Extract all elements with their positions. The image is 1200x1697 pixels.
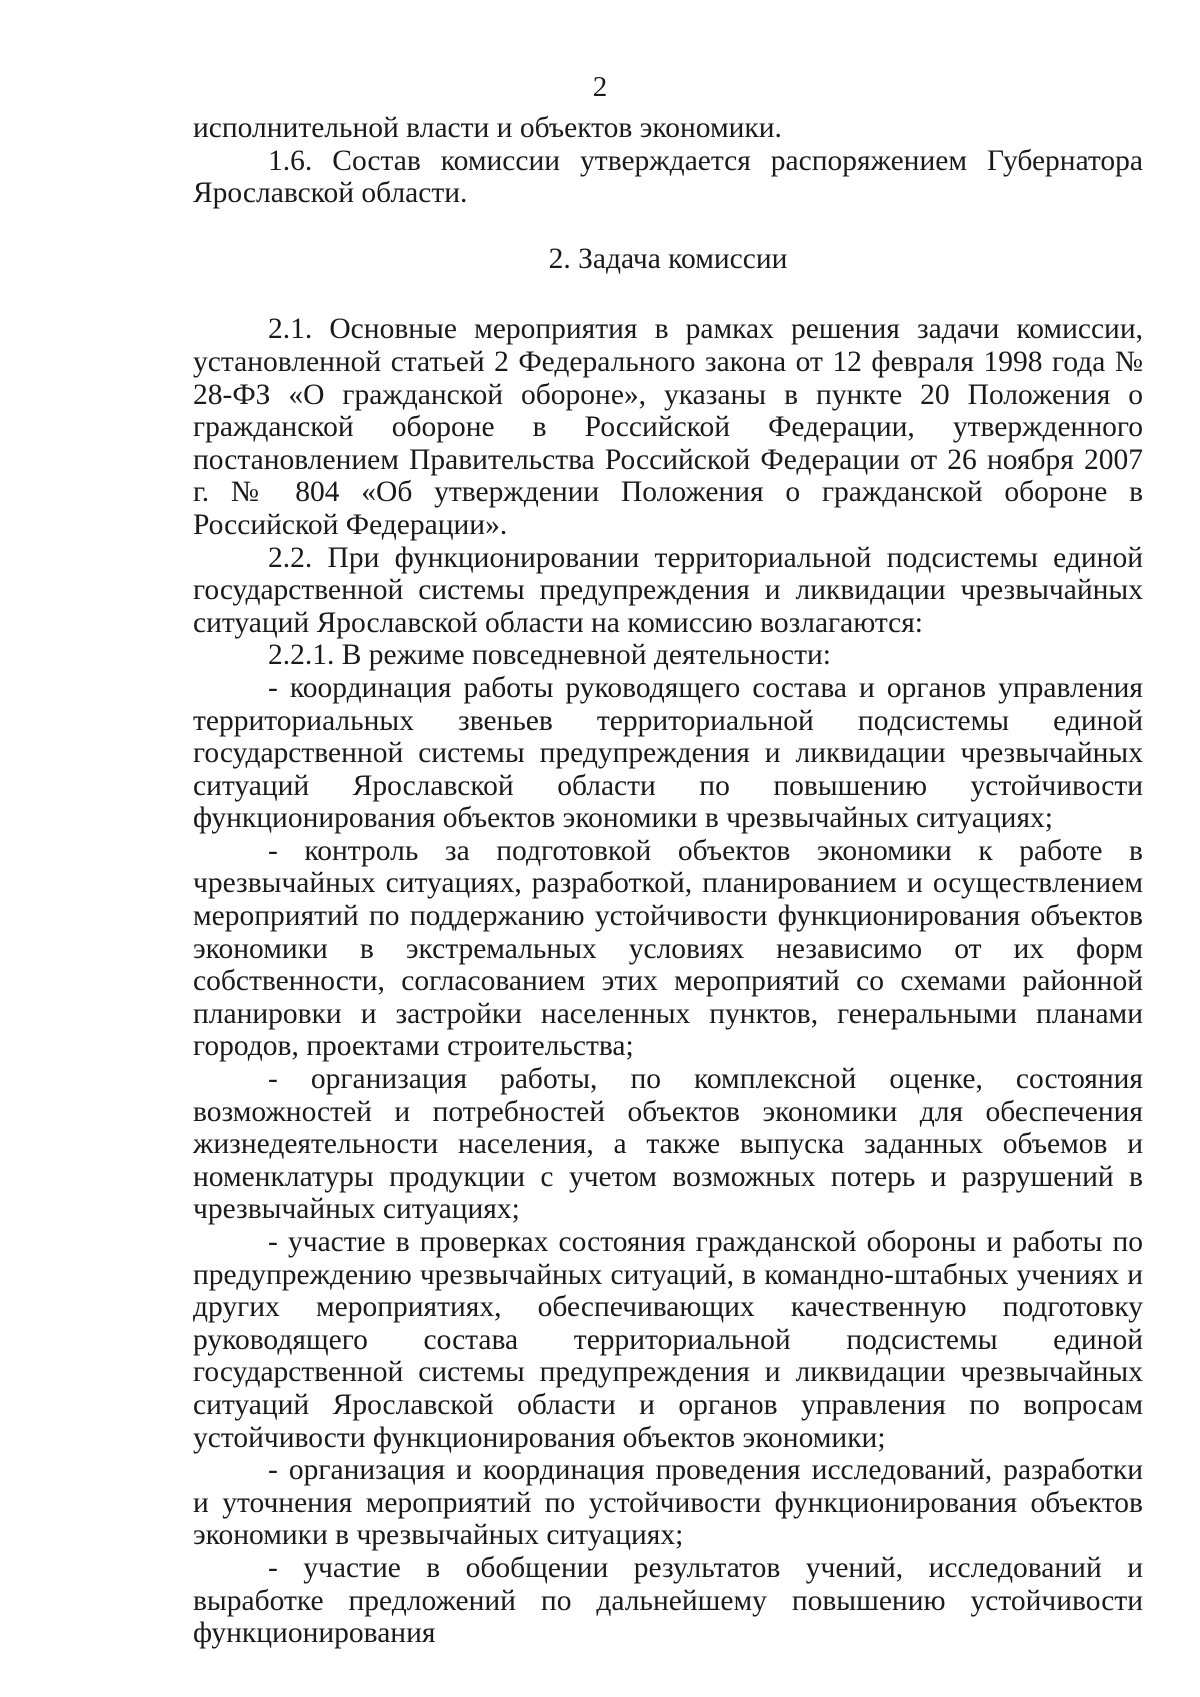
paragraph-2-2: 2.2. При функционировании территориальной подсистемы единой государственной системы предупреждения и ликвидации чрезвычайных ситуаций Ярославской области на комиссию возлагаются:	[193, 541, 1143, 639]
document-body	[193, 112, 1143, 1650]
list-item-control: - контроль за подготовкой объектов экономики к работе в чрезвычайных ситуациях, разработкой, планированием и осуществлением мероприятий по поддержанию устойчивости функционирования объектов экономики в экстремальных условиях независимо от их форм собственности, согласованием этих мероприятий со схемами районной планировки и застройки населенных пунктов, генеральными планами городов, проектами строительства;	[193, 834, 1143, 1063]
page-number: 2	[592, 71, 608, 103]
list-item-inspections: - участие в проверках состояния гражданской обороны и работы по предупреждению чрезвычайных ситуаций, в командно-штабных учениях и других мероприятиях, обеспечивающих качественную подготовку руководящего состава территориальной подсистемы единой государственной системы предупреждения и ликвидации чрезвычайных ситуаций Ярославской области и органов управления по вопросам устойчивости функционирования объектов экономики;	[193, 1226, 1143, 1454]
paragraph-2-1: 2.1. Основные мероприятия в рамках решения задачи комиссии, установленной статьей 2 Федерального закона от 12 февраля 1998 года № 28-ФЗ «О гражданской обороне», указаны в пункте 20 Положения о гражданской обороне в Российской Федерации, утвержденного постановлением Правительства Российской Федерации от 26 ноября 2007 г. № 804 «Об утверждении Положения о гражданской обороне в Российской Федерации».	[193, 313, 1143, 541]
paragraph-2-2-1: 2.2.1. В режиме повседневной деятельности:	[268, 639, 831, 672]
list-item-coordination: - координация работы руководящего состава и органов управления территориальных звеньев территориальной подсистемы единой государственной системы предупреждения и ликвидации чрезвычайных ситуаций Ярославской области по повышению устойчивости функционирования объектов экономики в чрезвычайных ситуациях;	[193, 671, 1143, 835]
list-item-generalization: - участие в обобщении результатов учений, исследований и выработке предложений по дальнейшему повышению устойчивости функционирования	[193, 1551, 1143, 1650]
paragraph-1-6: 1.6. Состав комиссии утверждается распоряжением Губернатора Ярославской области.	[193, 144, 1143, 210]
list-item-research: - организация и координация проведения исследований, разработки и уточнения мероприятий по устойчивости функционирования объектов экономики в чрезвычайных ситуациях;	[193, 1454, 1143, 1552]
paragraph-continuation: исполнительной власти и объектов экономики.	[193, 112, 782, 144]
list-item-assessment: - организация работы, по комплексной оценке, состояния возможностей и потребностей объектов экономики для обеспечения жизнедеятельности населения, а также выпуска заданных объемов и номенклатуры продукции с учетом возможных потерь и разрушений в чрезвычайных ситуациях;	[193, 1063, 1143, 1226]
section-heading: 2. Задача комиссии	[548, 242, 788, 275]
